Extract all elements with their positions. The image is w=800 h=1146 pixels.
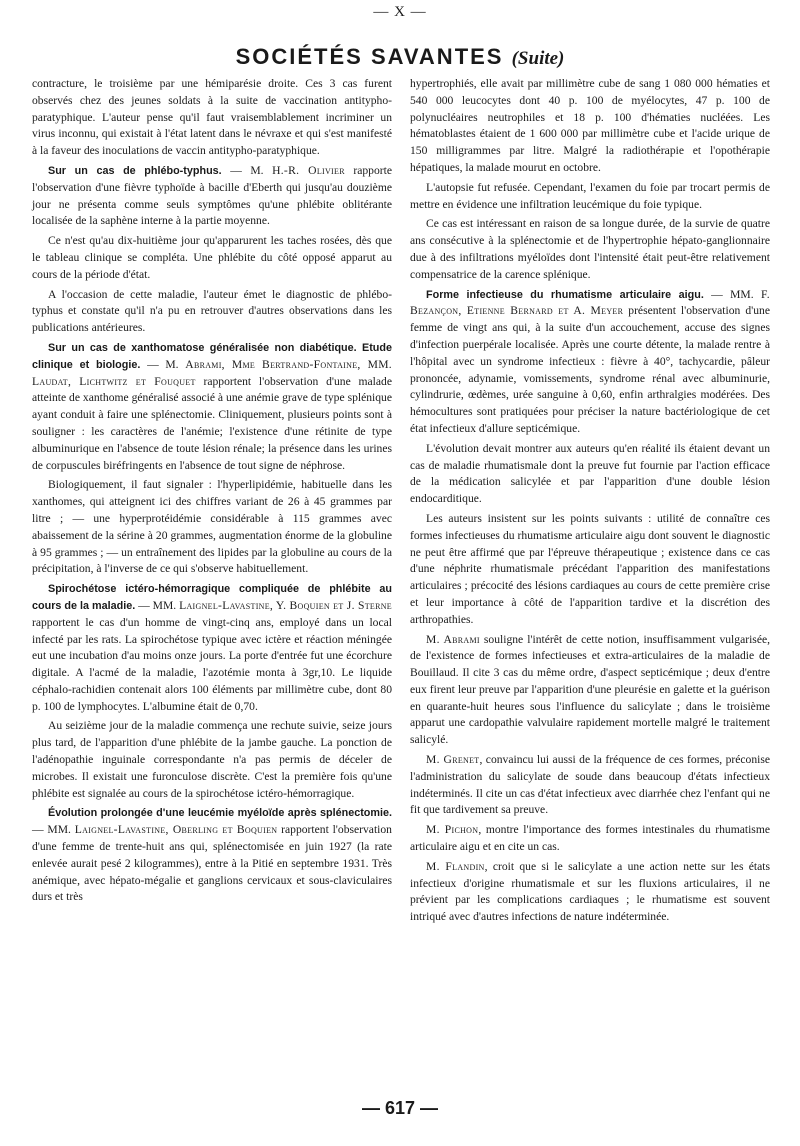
article-title: Forme infectieuse du rhumatisme articulaire aigu. xyxy=(426,288,704,301)
paragraph: Au seizième jour de la maladie commença une rechute suivie, seize jours plus tard, de l'apparition d'une phlébite de la jambe gauche. La ponction de l'adénopathie inguinale correspondante n'a pas permis de déceler de microbes. Il existait une furonculose discrète. C'est la première fois qu'une phlébite est signalée au cours de la spirochétose ictéro-hémorragique. xyxy=(32,719,392,800)
discussion-pichon xyxy=(410,822,770,856)
article-text: rapporte l'observation d'une fièvre typhoïde à bacille d'Eberth qui jusqu'au douzième jour ne présenta comme seuls symptômes qu'une phlébite oblitérante localisée de la saphène interne à la partie moyenne. xyxy=(32,163,392,228)
dash: — MM. xyxy=(703,287,761,301)
article-title: Sur un cas de xanthomatose généralisée non diabétique. Etude clinique et biologie. xyxy=(32,341,392,371)
dash: — MM. xyxy=(135,598,180,612)
article-rhumatisme xyxy=(410,287,770,438)
page-number: — 617 — xyxy=(361,1098,439,1118)
paragraph: L'autopsie fut refusée. Cependant, l'examen du foie par trocart permis de mettre en évidence une infiltration leucémique du foie typique. xyxy=(410,180,770,211)
dash: — M. xyxy=(221,163,273,177)
article-author: Abrami, Mme Bertrand-Fontaine, MM. Laudat, Lichtwitz et Fouquet xyxy=(32,357,393,388)
discussion-text: , montre l'importance des formes intestinales du rhumatisme articulaire aigu et en cite un cas. xyxy=(410,823,770,854)
paragraph: L'évolution devait montrer aux auteurs qu'en réalité ils étaient devant un cas de maladie rhumatismale dont la preuve fut fournie par l'action efficace de la médication salicylée et par l'apparition d'une double lésion endocarditique. xyxy=(410,441,770,506)
article-author: F. Bezançon, Etienne Bernard et A. Meyer xyxy=(410,287,770,318)
discussion-grenet xyxy=(410,752,770,819)
dash: — M. xyxy=(140,357,186,371)
page-roman-numeral: — X — xyxy=(373,4,427,20)
discussant-name: M. Flandin xyxy=(426,859,485,873)
article-text: rapportent le cas d'un homme de vingt-cinq ans, employé dans un local infecté par les rats. La spirochétose typique avec ictère et réaction méningée eut une incubation d'au moins onze jours. La porte d'entrée fut une écorchure digitale. A l'acmé de la maladie, l'azotémie monta à 3gr,10. Le liquide céphalo-rachidien contenait alors 100 éléments par millimètre cube, dont 80 p. 100 de lymphocytes. L'albumine était de 0,70. xyxy=(32,615,392,713)
discussant-name: M. Abrami xyxy=(426,632,480,646)
section-title-suite: (Suite) xyxy=(511,48,565,69)
discussion-flandin xyxy=(410,859,770,926)
paragraph: Les auteurs insistent sur les points suivants : utilité de connaître ces formes infectieuses du rhumatisme articulaire aigu dont souvent le diagnostic ne peut être affirmé que par l'épreuve thérapeutique ; existence dans ce cas d'une néphrite rhumatismale précédant l'apparition des manifestations articulaires ; précocité des lésions cardiaques au cours de cette première crise et leur importance à côté de l'apparition tardive et la discrétion des arthropathies. xyxy=(410,511,770,626)
dash: — MM. xyxy=(32,823,75,837)
paragraph: hypertrophiés, elle avait par millimètre cube de sang 1 080 000 hématies et 540 000 leucocytes dont 40 p. 100 de myélocytes, 47 p. 100 de polynucléaires neutrophiles et 18 p. 100 d'hématies nucléées. Les hématoblastes étaient de 1 600 000 par millimètre cube et l'acide urique de 150 milligrammes par litre. Malgré la radiothérapie et l'opothérapie hépatiques, la malade mourut en octobre. xyxy=(410,77,770,174)
paragraph: Ce n'est qu'au dix-huitième jour qu'apparurent les taches rosées, dès que le tableau clinique se compléta. Une phlébite du côté opposé apparut au cours de la période d'état. xyxy=(32,234,392,281)
paragraph: Ce cas est intéressant en raison de sa longue durée, de la survie de quatre ans consécutive à la splénectomie et de l'hypertrophie hépato-ganglionnaire due à des infiltrations myéloïdes dont l'intensité était peut-être relativement compensatrice de la carence splénique. xyxy=(410,217,770,281)
article-leucemie xyxy=(32,805,392,906)
paragraph: A l'occasion de cette maladie, l'auteur émet le diagnostic de phlébo-typhus et constate qu'il n'a pu en retrouver d'autres observations dans les publications antérieures. xyxy=(32,287,392,335)
article-spirochetose xyxy=(32,581,392,715)
article-text: rapportent l'observation d'une malade atteinte de xanthome généralisé associé à une anémie grave de type splénique ayant conduit à faire une splénectomie. Cliniquement, plusieurs points sont à souligner : les caractères de l'anémie; l'existence d'une rétinite de type albuminurique en l'absence de toute lésion rénale; la présence dans les urines de corpuscules biréfringents en l'absence de tout signe de néphrose. xyxy=(32,374,392,472)
article-author: H.-R. Olivier xyxy=(272,163,345,177)
article-title: Évolution prolongée d'une leucémie myéloïde après splénectomie. xyxy=(48,807,392,820)
article-xanthomatose xyxy=(32,340,392,474)
discussant-name: M. Grenet xyxy=(426,753,480,767)
discussion-text: , croit que si le salicylate a une action nette sur les états infectieux d'origine rhumatismale et sur les fluxions articulaires, il ne prévient par les complications cardiaques ; le rhumatisme est souvent intriqué avec d'autres infections de nature indéterminée. xyxy=(410,859,770,924)
paragraph: Biologiquement, il faut signaler : l'hyperlipidémie, habituelle dans les xanthomes, qui atteignent ici des chiffres variant de 26 à 45 grammes par litre ; — une hyperprotéidémie considérable à 115 grammes avec abaissement de la sérine à 20 grammes, augmentation énorme de la globuline à 95 grammes ; — un entraînement des lipides par la globuline au cours de la précipitation, à l'inverse de ce qui s'observe habituellement. xyxy=(32,478,392,576)
article-author: Laignel-Lavastine, Y. Boquien et J. Sterne xyxy=(179,598,392,612)
discussion-abrami xyxy=(410,632,770,750)
article-title: Sur un cas de phlébo-typhus. xyxy=(48,164,222,177)
article-text: rapportent l'observation d'une femme de trente-huit ans qui, splénectomisée en juin 1927 (la rate enlevée aurait pesé 2 kilogrammes), entre à la Pitié en septembre 1931. Très anémique, avec hépato-mégalie et ganglions cervicaux et sous-claviculaires durs et très xyxy=(32,823,392,904)
right-column xyxy=(410,76,770,929)
article-author: Laignel-Lavastine, Oberling et Boquien xyxy=(74,823,278,837)
discussant-name: M. Pichon xyxy=(426,823,479,837)
discussion-text: souligne l'intérêt de cette notion, insuffisamment vulgarisée, de l'existence de formes infectieuses et extra-articulaires de la maladie de Bouillaud. Il cite 3 cas du même ordre, d'aspect septicémique ; deux d'entre eux firent leur preuve par l'apparition d'une pleurésie en galette et la guérison en quarante-huit heures sous l'influence du salicylate ; dans le troisième apparut une cardopathie valvulaire rapidement mortelle malgré le traitement salicylé. xyxy=(410,632,771,747)
section-title xyxy=(0,44,800,70)
section-title-text: SOCIÉTÉS SAVANTES xyxy=(235,44,504,69)
discussion-text: , convaincu lui aussi de la fréquence de ces formes, préconise l'administration du salicylate de soude dans beaucoup d'états infectieux indéterminés. Il cite un cas d'état infectieux avec diarrhée chez l'enfant qui ne fit que tardivement sa preuve. xyxy=(410,753,771,817)
article-phlebo-typhus xyxy=(32,163,392,230)
paragraph: contracture, le troisième par une hémiparésie droite. Ces 3 cas furent observés chez des jeunes soldats à la suite de vaccination antitypho-paratyphique. L'auteur pense qu'il faut vraisemblablement incriminer un virus inconnu, qui existait à l'état latent dans le névraxe et qui s'est manifesté à la faveur des inoculations de vaccin antitypho-paratyphique. xyxy=(32,77,392,158)
left-column xyxy=(32,76,392,909)
article-text: présentent l'observation d'une femme de vingt ans qui, à la suite d'un accouchement, accuse des signes d'infection puerpérale localisée. Après une courte détente, la malade rentre à l'hôpital avec un syndrome infectieux : fièvre à 40°, tachycardie, pâleur prononcée, adynamie, vomissements, syndrome rénal avec albuminurie, cylindrurie, œdèmes, urée sanguine à 0,60, enfin arthralgies modérées. Des hémocultures sont pratiquées pour préciser la nature bactériologique de cet état infectieux d'allure septicémique. xyxy=(410,304,770,435)
article-title: Spirochétose ictéro-hémorragique compliquée de phlébite au cours de la maladie. xyxy=(32,583,392,612)
